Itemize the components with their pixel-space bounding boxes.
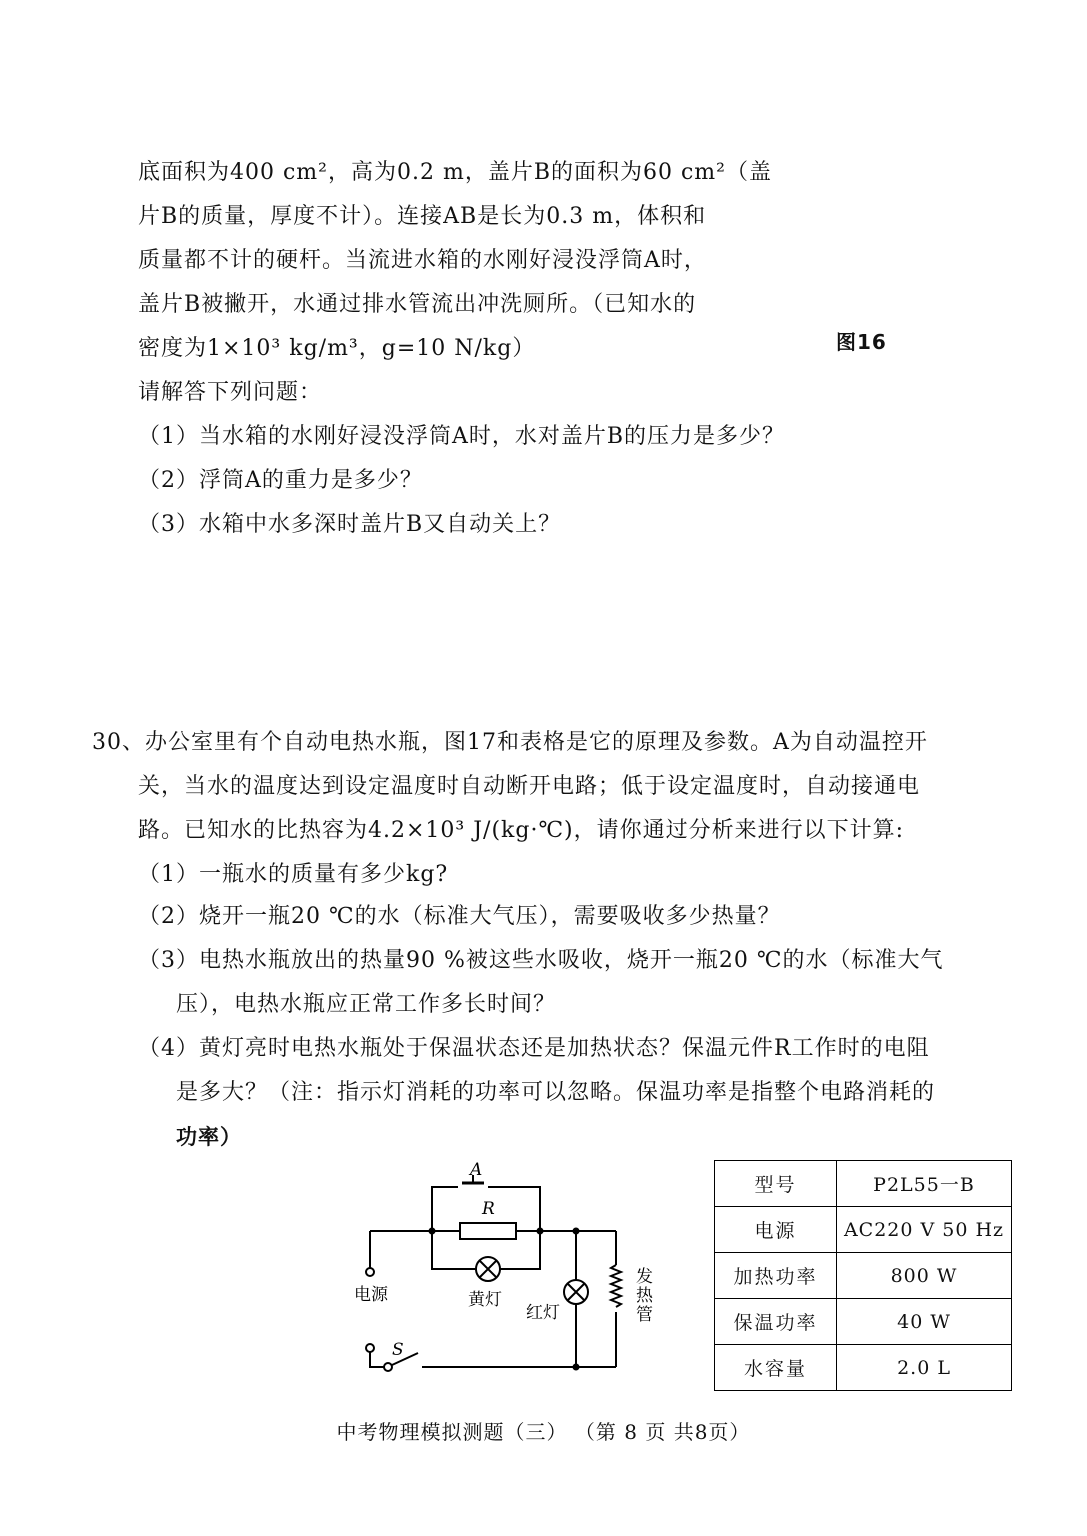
node-2 bbox=[537, 1228, 544, 1235]
figure-16-label: 图16 bbox=[836, 330, 887, 354]
heater-coil bbox=[611, 1265, 621, 1307]
p29-question-1: （1）当水箱的水刚好浸没浮筒A时，水对盖片B的压力是多少？ bbox=[138, 424, 786, 449]
wire-yellow-left bbox=[432, 1231, 476, 1269]
wire-a-right bbox=[488, 1187, 540, 1231]
source-terminal-bottom bbox=[366, 1344, 374, 1352]
table-row bbox=[715, 1345, 1012, 1391]
spec-value: AC220 V 50 Hz bbox=[837, 1207, 1012, 1253]
spec-value: P2L55一B bbox=[837, 1161, 1012, 1207]
table-row bbox=[715, 1161, 1012, 1207]
red-lamp-cross bbox=[568, 1284, 584, 1300]
p29-line-4: 盖片B被撇开，水通过排水管流出冲洗厕所。（已知水的 bbox=[138, 292, 697, 317]
source-terminal-top bbox=[366, 1268, 374, 1276]
p30-question-4-end: 功率） bbox=[176, 1125, 242, 1149]
switch-s-pivot bbox=[384, 1363, 392, 1371]
p29-line-3: 质量都不计的硬杆。当流进水箱的水刚好浸没浮筒A时， bbox=[138, 248, 707, 273]
node-1 bbox=[429, 1228, 436, 1235]
spec-key: 保温功率 bbox=[715, 1299, 837, 1345]
heater-label: 发热管 bbox=[632, 1267, 652, 1324]
p30-line-1: 30、办公室里有个自动电热水瓶，图17和表格是它的原理及参数。A为自动温控开 bbox=[92, 730, 928, 755]
spec-key: 电源 bbox=[715, 1207, 837, 1253]
p29-question-2: （2）浮筒A的重力是多少？ bbox=[138, 468, 423, 493]
spec-value: 800 W bbox=[837, 1253, 1012, 1299]
spec-value: 2.0 L bbox=[837, 1345, 1012, 1391]
p30-question-2: （2）烧开一瓶20 ℃的水（标准大气压），需要吸收多少热量？ bbox=[138, 904, 781, 929]
table-row bbox=[715, 1207, 1012, 1253]
node-3 bbox=[573, 1228, 580, 1235]
spec-table bbox=[714, 1160, 1012, 1391]
spec-value: 40 W bbox=[837, 1299, 1012, 1345]
p29-line-5: 密度为1×10³ kg/m³，g=10 N/kg） bbox=[138, 336, 536, 361]
yellow-lamp-cross bbox=[480, 1261, 496, 1277]
resistor-r-label: R bbox=[482, 1199, 495, 1219]
switch-s-label: S bbox=[392, 1340, 404, 1360]
yellow-lamp-label: 黄灯 bbox=[468, 1290, 502, 1310]
spec-key: 加热功率 bbox=[715, 1253, 837, 1299]
p30-line-2: 关，当水的温度达到设定温度时自动断开电路；低于设定温度时，自动接通电 bbox=[138, 774, 921, 799]
wire-source-bottom bbox=[370, 1352, 384, 1367]
circuit-diagram bbox=[340, 1155, 660, 1385]
spec-key: 水容量 bbox=[715, 1345, 837, 1391]
red-lamp-label: 红灯 bbox=[526, 1303, 560, 1323]
p30-question-3-cont: 压），电热水瓶应正常工作多长时间？ bbox=[176, 992, 557, 1017]
resistor-r-body bbox=[460, 1223, 516, 1239]
p29-question-3: （3）水箱中水多深时盖片B又自动关上？ bbox=[138, 512, 562, 537]
p30-question-4-cont: 是多大？（注：指示灯消耗的功率可以忽略。保温功率是指整个电路消耗的 bbox=[176, 1080, 936, 1105]
spec-key: 型号 bbox=[715, 1161, 837, 1207]
p30-question-3: （3）电热水瓶放出的热量90 %被这些水吸收，烧开一瓶20 ℃的水（标准大气 bbox=[138, 948, 944, 973]
p29-line-2: 片B的质量，厚度不计）。连接AB是长为0.3 m，体积和 bbox=[138, 204, 707, 229]
p30-question-1: （1）一瓶水的质量有多少kg? bbox=[138, 862, 449, 887]
p30-line-3: 路。已知水的比热容为4.2×10³ J/(kg·℃)，请你通过分析来进行以下计算: bbox=[138, 818, 905, 843]
p29-line-6: 请解答下列问题： bbox=[138, 380, 323, 405]
node-4 bbox=[573, 1364, 580, 1371]
wire-yellow-right bbox=[500, 1231, 540, 1269]
page-footer: 中考物理模拟测题（三） （第 8 页 共8页） bbox=[336, 1420, 751, 1444]
source-label: 电源 bbox=[354, 1285, 388, 1305]
wire-a-left bbox=[432, 1187, 458, 1231]
table-row bbox=[715, 1299, 1012, 1345]
p29-line-1: 底面积为400 cm²，高为0.2 m，盖片B的面积为60 cm²（盖 bbox=[138, 160, 772, 185]
p30-question-4: （4）黄灯亮时电热水瓶处于保温状态还是加热状态？保温元件R工作时的电阻 bbox=[138, 1036, 930, 1061]
table-row bbox=[715, 1253, 1012, 1299]
switch-a-label: A bbox=[470, 1160, 483, 1180]
